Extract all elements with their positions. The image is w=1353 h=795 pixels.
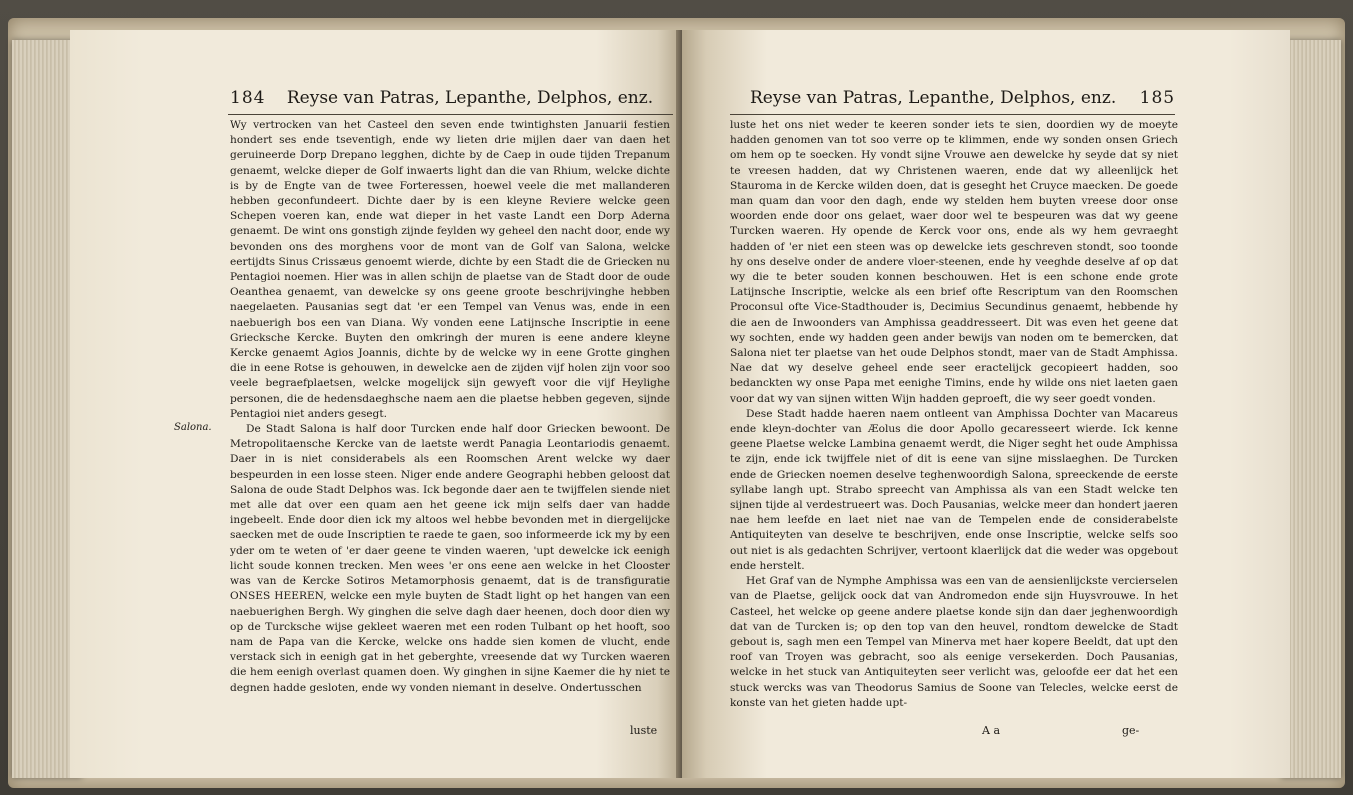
right-page-number: 185 bbox=[1139, 88, 1176, 108]
right-header-title: Reyse van Patras, Lepanthe, Delphos, enz. bbox=[750, 88, 1117, 108]
right-header-rule bbox=[730, 114, 1175, 115]
page-edges-right bbox=[1281, 40, 1341, 778]
right-paragraph-2: Dese Stadt hadde haeren naem ontleent van Amphissa Dochter van Macareus ende kleyn-dochter van Æolus die door Apollo gecaresseert wierde. Ick kenne geene Plaetse welcke Lambina genaemt werdt, die Niger seght het oude Amphissa te zijn, ende ick twijffele niet of dit is eene van sijne misslaeghen. De Turcken ende de Griecken noemen deselve teghenwoordigh Salona, spreeckende de eerste syllabe langh upt. Strabo spreecht van Amphissa als van een Stadt welcke ten sijnen tijde al verdestrueert was. Doch Pausanias, welcke meer dan hondert jaeren nae hem leefde en laet niet nae van de Tempelen ende de considerabelste Antiquiteyten van deselve te beschrijven, ende onse Inscriptie, welcke selfs soo out niet is als gedachten Schrijver, vertoont klaerlijck dat die weder was opgebout ende herstelt. bbox=[730, 407, 1178, 572]
left-body-text bbox=[230, 118, 670, 696]
left-catchword: luste bbox=[630, 724, 658, 737]
right-paragraph-1: luste het ons niet weder te keeren sonder iets te sien, doordien wy de moeyte hadden genomen van tot soo verre op te klimmen, ende wy sonden onsen Griech om hem op te soecken. Hy vondt sijne Vrouwe aen dewelcke hy seyde dat sy niet te vreesen hadden, dat wy Christenen waeren, ende dat wy alleenlijck het Stauroma in de Kercke wilden doen, dat is geseght het Cruyce maecken. De goede man quam dan voor den dagh, ende wy stelden hem buyten vreese door onse woorden ende door ons gelaet, waer door wel te bespeuren was dat wy geene Turcken waeren. Hy opende de Kerck voor ons, ende als wy hem gevraeght hadden of 'er niet een steen was op dewelcke iets geschreven stondt, soo toonde hy ons deselve onder de andere vloer-steenen, ende hy veeghde deselve af op dat wy die te beter souden konnen beschouwen. Het is een schone ende grote Latijnsche Inscriptie, welcke als een brief ofte Rescriptum van den Roomschen Proconsul ofte Vice-Stadthouder is, Decimius Secundinus genaemt, hebbende hy die aen de Inwoonders van Amphissa geaddresseert. Dit was even het geene dat wy sochten, ende wy hadden geen ander bewijs van noden om te bemercken, dat Salona niet ter plaetse van het oude Delphos stondt, maer van de Stadt Amphissa. Nae dat wy deselve geheel ende seer eractelijck gecopieert hadden, soo bedanckten wy onse Papa met eenighe Timins, ende hy wilde ons niet laeten gaen voor dat wy van sijnen witten Wijn hadden geproeft, die wy seer goedt vonden. bbox=[730, 119, 1178, 405]
left-running-head bbox=[230, 88, 653, 114]
left-page bbox=[70, 30, 682, 778]
left-header-title: Reyse van Patras, Lepanthe, Delphos, enz. bbox=[286, 88, 654, 108]
left-header-rule bbox=[228, 114, 673, 115]
right-signature-mark: A a bbox=[982, 724, 1000, 737]
left-paragraph-1: Wy vertrocken van het Casteel den seven ende twintighsten Januarii festien hondert ses ende tseventigh, ende wy lieten drie mijlen daer van daen het geruineerde Dorp Drepano legghen, dichte by de Caep in oude tijden Trepanum genaemt, welcke dieper de Golf inwaerts light dan die van Rhium, welcke dichte is by de Engte van de twee Forteressen, hoewel veele die met mallanderen hebben geconfundeert. Dichte daer by is een kleyne Reviere welcke geen Schepen voeren kan, ende wat dieper in het vaste Landt een Dorp Aderna genaemt. De wint ons gonstigh zijnde feylden wy geheel den nacht door, ende wy bevonden ons des morghens voor de mont van de Golf van Salona, welcke eertijdts Sinus Crissæus genoemt wierde, dichte by een Stadt die de Griecken nu Pentagioi noemen. Hier was in allen schijn de plaetse van de Stadt door de oude Oeanthea genaemt, van dewelcke sy ons geene groote beschrijvinghe hebben naegelaeten. Pausanias segt dat 'er een Tempel van Venus was, ende in een naebuerigh bos een van Diana. Wy vonden eene Latijnsche Inscriptie in eene Griecksche Kercke. Buyten den omkringh der muren is eene andere kleyne Kercke genaemt Agios Joannis, dichte by de welcke wy in eene Grotte ginghen die in eene Rotse is gehouwen, in dewelcke aen de zijden vijf holen zijn voor soo veele begraefplaetsen, welcke mogelijck sijn gewyeft voor die vijf Heylighe personen, die de hedensdaeghsche naem aen die plaetse hebben gegeven, sijnde Pentagioi niet anders gesegt. bbox=[230, 119, 670, 420]
right-paragraph-3: Het Graf van de Nymphe Amphissa was een van de aensienlijckste vercierselen van de Plaetse, gelijck oock dat van Andromedon ende sijn Huysvrouwe. In het Casteel, het welcke op geene andere plaetse konde sijn dan daer jeghenwoordigh dat van de Turcken is; op den top van den heuvel, rondtom dewelcke de Stadt gebout is, sagh men een Tempel van Minerva met haer kopere Beeldt, dat upt den roof van Troyen was gebracht, soo als eenige versekerden. Doch Pausanias, welcke in het stuck van Antiquiteyten seer verlicht was, geloofde eer dat het een stuck wercks was van Theodorus Samius de Soone van Telecles, welcke eerst de konste van het gieten hadde upt- bbox=[730, 575, 1178, 709]
left-page-number: 184 bbox=[230, 88, 266, 108]
right-body-text bbox=[730, 118, 1178, 711]
left-paragraph-2: De Stadt Salona is half door Turcken ende half door Griecken bewoont. De Metropolitaensche Kercke van de laetste werdt Panagia Leontariodis genaemt. Daer in is niet considerabels als een Roomschen Arent welcke wy daer bespeurden in een losse steen. Niger ende andere Geographi hebben geloost dat Salona de oude Stadt Delphos was. Ick begonde daer aen te twijffelen siende niet met alle dat over een quam aen het geene ick mijn selfs daer van hadde ingebeelt. Ende door dien ick my altoos wel hebbe bevonden met in diergelijcke saecken met de oude Inscriptien te raede te gaen, soo informeerde ick my by een yder om te weten of 'er daer geene te vinden waeren, 'upt dewelcke ick eenigh licht soude konnen trecken. Men wees 'er ons eene aen welcke in het Clooster was van de Kercke Sotiros Metamorphosis genaemt, dat is de transfiguratie ONSES HEEREN, welcke een myle buyten de Stadt light op het hangen van een naebuerighen Bergh. Wy ginghen die selve dagh daer heenen, doch door dien wy op de Turcksche wijse gekleet waeren met een roden Tulbant op het hooft, soo nam de Papa van die Kercke, welcke ons hadde sien komen de vlucht, ende verstack sich in eenigh gat in het geberghte, vreesende dat wy Turcken waeren die hem eenigh overlast quamen doen. Wy ginghen in sijne Kaemer die hy niet te degnen hadde gesloten, ende wy vonden niemant in deselve. Ondertusschen bbox=[230, 423, 670, 694]
right-catchword: ge- bbox=[1122, 724, 1140, 737]
right-running-head bbox=[750, 88, 1175, 114]
right-page bbox=[682, 30, 1290, 778]
margin-note-salona: Salona. bbox=[174, 422, 212, 433]
